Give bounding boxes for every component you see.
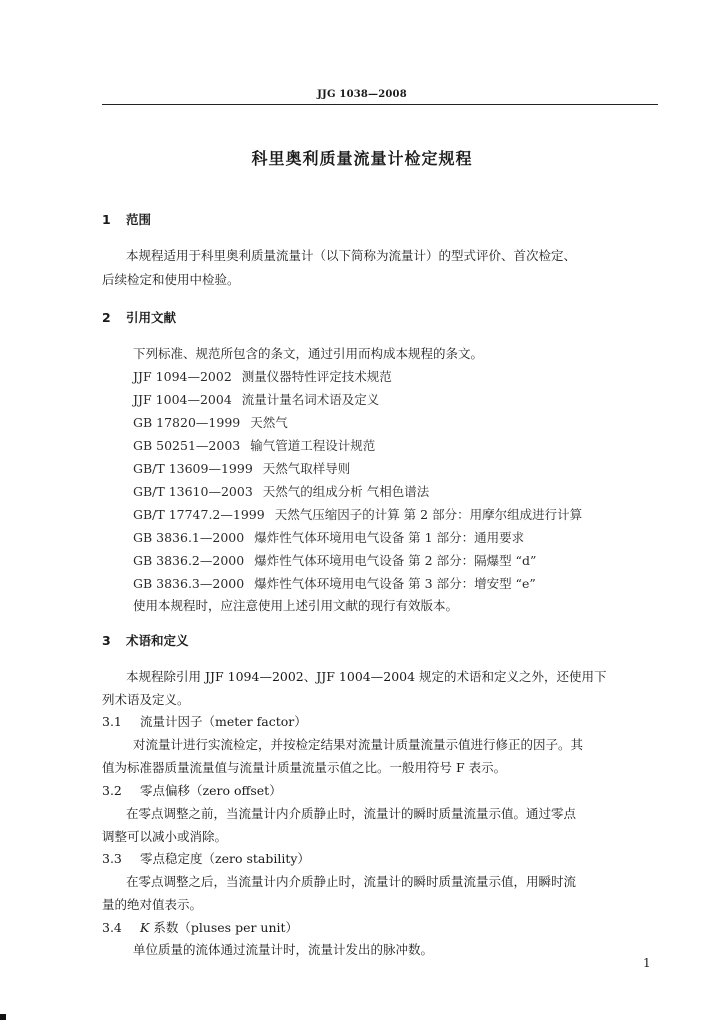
- section-number: 1: [102, 212, 111, 227]
- reference-code: GB 3836.2—2000: [133, 553, 245, 568]
- section-title: 范围: [126, 212, 152, 227]
- reference-item: [133, 392, 379, 408]
- section-2-heading: [102, 310, 176, 326]
- standard-code-header: JJG 1038—2008: [317, 89, 407, 100]
- reference-title: 天然气的组成分析 气相色谱法: [262, 484, 430, 499]
- reference-item: [133, 484, 429, 500]
- paragraph-line: 使用本规程时，应注意使用上述引用文献的现行有效版本。: [133, 598, 459, 613]
- section-number: 3: [102, 633, 111, 648]
- term-heading: [102, 783, 282, 799]
- term-name: 流量计因子（meter factor）: [140, 714, 307, 729]
- reference-item: [133, 369, 392, 385]
- section-number: 2: [102, 310, 111, 325]
- term-number: 3.4: [102, 920, 122, 935]
- term-heading: [102, 920, 298, 936]
- reference-title: 流量计量名词术语及定义: [241, 392, 380, 407]
- term-number: 3.1: [102, 714, 122, 729]
- reference-code: GB 17820—1999: [133, 415, 241, 430]
- reference-item: [133, 530, 524, 546]
- reference-title: 天然气取样导则: [262, 461, 351, 476]
- reference-title: 输气管道工程设计规范: [250, 438, 376, 453]
- section-title: 引用文献: [126, 310, 177, 325]
- reference-code: JJF 1004—2004: [133, 392, 232, 407]
- section-1-heading: [102, 212, 151, 228]
- reference-item: [133, 461, 350, 477]
- paragraph-line: 调整可以减小或消除。: [102, 829, 228, 844]
- paragraph-line: 下列标准、规范所包含的条文，通过引用而构成本规程的条文。: [133, 346, 484, 361]
- reference-title: 爆炸性气体环境用电气设备 第 3 部分：增安型 “e”: [254, 576, 536, 591]
- paragraph-line: 本规程适用于科里奥利质量流量计（以下简称为流量计）的型式评价、首次检定、: [126, 248, 577, 263]
- page-number: 1: [643, 956, 651, 970]
- paragraph-line: 在零点调整之后，当流量计内介质静止时，流量计的瞬时质量流量示值，用瞬时流: [126, 874, 577, 889]
- term-name: 系数（pluses per unit）: [149, 920, 299, 935]
- section-title: 术语和定义: [126, 633, 189, 648]
- reference-title: 爆炸性气体环境用电气设备 第 2 部分：隔爆型 “d”: [254, 553, 537, 568]
- scan-edge-mark: [0, 1014, 6, 1020]
- reference-code: GB/T 17747.2—1999: [133, 507, 265, 522]
- reference-title: 爆炸性气体环境用电气设备 第 1 部分：通用要求: [254, 530, 525, 545]
- section-3-heading: [102, 633, 189, 649]
- reference-code: GB/T 13609—1999: [133, 461, 253, 476]
- paragraph-line: 后续检定和使用中检验。: [102, 272, 240, 287]
- reference-item: [133, 553, 536, 569]
- reference-item: [133, 507, 582, 523]
- paragraph-line: 量的绝对值表示。: [102, 897, 203, 912]
- reference-code: GB 3836.3—2000: [133, 576, 245, 591]
- term-number: 3.3: [102, 851, 122, 866]
- reference-code: JJF 1094—2002: [133, 369, 232, 384]
- reference-title: 天然气压缩因子的计算 第 2 部分：用摩尔组成进行计算: [274, 507, 583, 522]
- paragraph-line: 列术语及定义。: [102, 692, 190, 707]
- header-rule: [102, 104, 658, 105]
- paragraph-line: 单位质量的流体通过流量计时，流量计发出的脉冲数。: [133, 942, 434, 957]
- reference-code: GB/T 13610—2003: [133, 484, 253, 499]
- reference-item: [133, 438, 375, 454]
- paragraph-line: 在零点调整之前，当流量计内介质静止时，流量计的瞬时质量流量示值。通过零点: [126, 806, 577, 821]
- term-name: 零点偏移（zero offset）: [140, 783, 282, 798]
- paragraph-line: 值为标准器质量流量值与流量计质量流量示值之比。一般用符号 F 表示。: [102, 760, 507, 775]
- reference-item: [133, 576, 536, 592]
- term-number: 3.2: [102, 783, 122, 798]
- reference-code: GB 50251—2003: [133, 438, 241, 453]
- term-heading: [102, 851, 310, 867]
- reference-title: 测量仪器特性评定技术规范: [241, 369, 392, 384]
- reference-item: [133, 415, 288, 431]
- term-heading: [102, 714, 307, 730]
- paragraph-line: 本规程除引用 JJF 1094—2002、JJF 1004—2004 规定的术语和定义之外，还使用下: [126, 669, 607, 684]
- paragraph-line: 对流量计进行实流检定，并按检定结果对流量计质量流量示值进行修正的因子。其: [133, 737, 584, 752]
- reference-code: GB 3836.1—2000: [133, 530, 245, 545]
- reference-title: 天然气: [250, 415, 288, 430]
- term-name: 零点稳定度（zero stability）: [140, 851, 310, 866]
- term-symbol: K: [140, 920, 150, 935]
- document-title: 科里奥利质量流量计检定规程: [251, 149, 473, 168]
